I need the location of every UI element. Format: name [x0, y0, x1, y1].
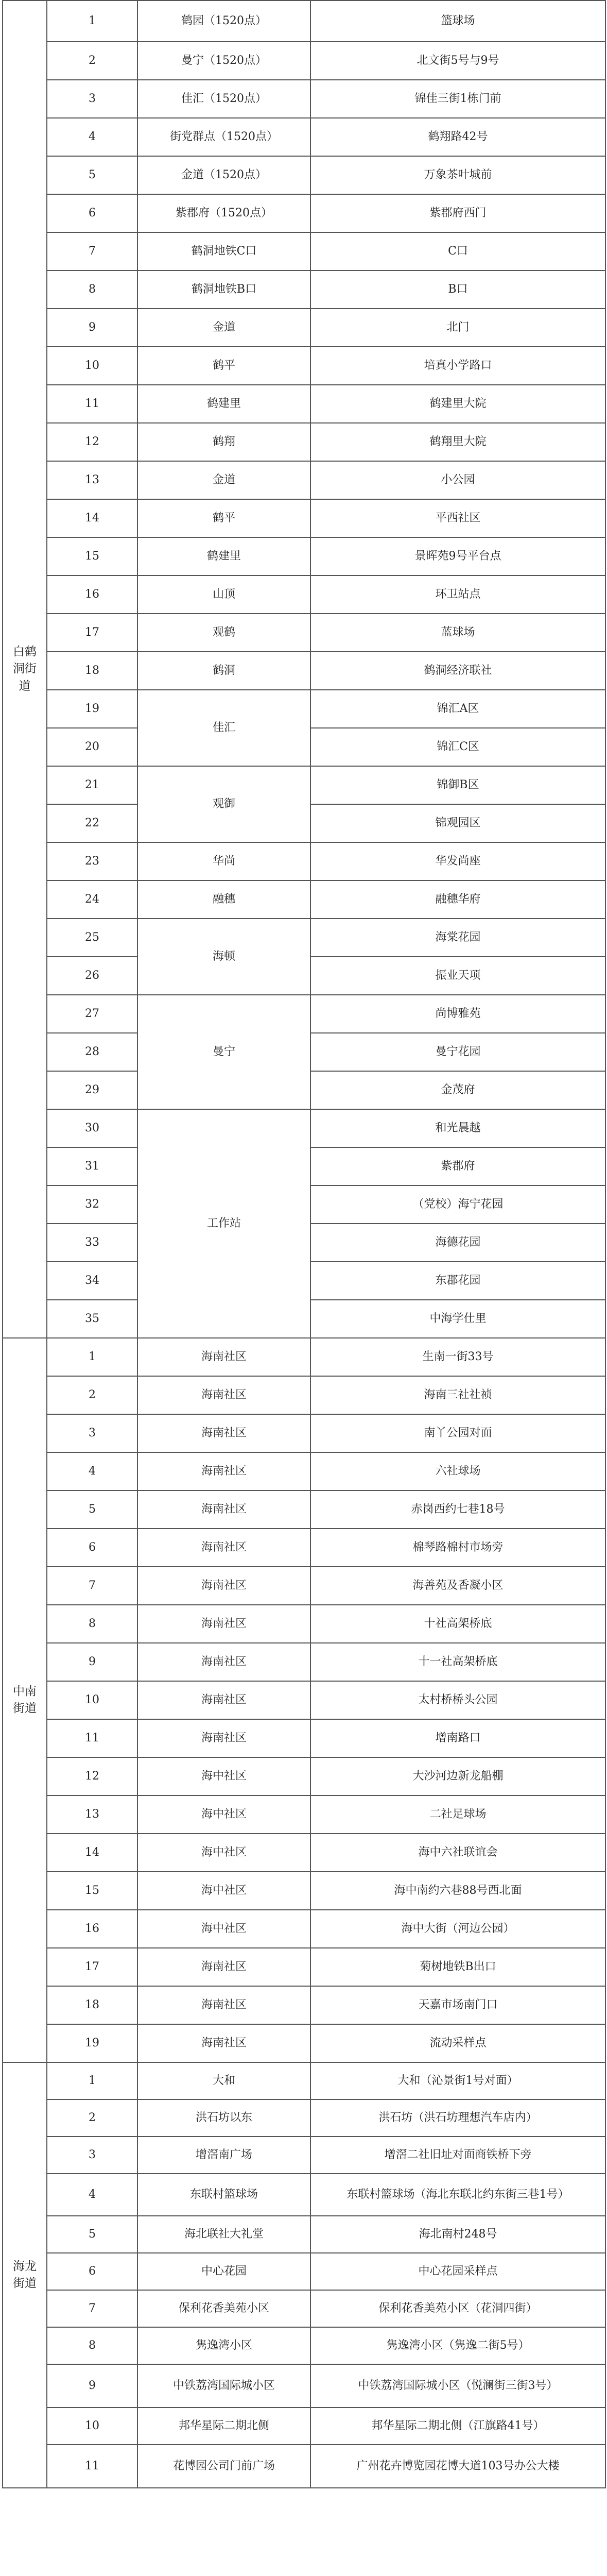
- row-number-cell: 19: [47, 690, 137, 728]
- location-cell: 鹤翔路42号: [310, 118, 605, 156]
- location-cell: 景晖苑9号平台点: [310, 537, 605, 575]
- row-number-cell: 5: [47, 1490, 137, 1529]
- site-name-cell: 中铁荔湾国际城小区: [137, 2364, 310, 2408]
- table-row: [3, 652, 605, 690]
- location-cell: 海棠花园: [310, 919, 605, 957]
- table-row: [3, 1490, 605, 1529]
- site-name-cell: 海南社区: [137, 1948, 310, 1986]
- row-number-cell: 4: [47, 1452, 137, 1490]
- table-row: [3, 1414, 605, 1452]
- site-name-cell: 海南社区: [137, 1338, 310, 1376]
- row-number-cell: 24: [47, 880, 137, 919]
- merged-site-name-cell: 曼宁: [137, 995, 310, 1109]
- location-cell: 锦观园区: [310, 804, 605, 842]
- location-cell: 锦佳三街1栋门前: [310, 80, 605, 118]
- table-row: [3, 1834, 605, 1872]
- location-cell: 大和（沁景街1号对面）: [310, 2062, 605, 2099]
- location-cell: 万象茶叶城前: [310, 156, 605, 194]
- row-number-cell: 12: [47, 1757, 137, 1795]
- table-row: [3, 690, 605, 728]
- row-number-cell: 28: [47, 1033, 137, 1071]
- location-cell: 海南三社社祯: [310, 1376, 605, 1414]
- table-row: [3, 1109, 605, 1147]
- site-name-cell: 大和: [137, 2062, 310, 2099]
- site-name-cell: 华尚: [137, 842, 310, 880]
- site-name-cell: 海南社区: [137, 1643, 310, 1681]
- table-row: [3, 80, 605, 118]
- location-cell: 海善苑及香凝小区: [310, 1567, 605, 1605]
- site-name-cell: 海中社区: [137, 1795, 310, 1834]
- location-cell: 东联村篮球场（海北东联北约东街三巷1号）: [310, 2174, 605, 2216]
- table-row: [3, 1452, 605, 1490]
- table-row: [3, 499, 605, 537]
- row-number-cell: 10: [47, 347, 137, 385]
- location-cell: 十一社高架桥底: [310, 1643, 605, 1681]
- table-row: [3, 270, 605, 309]
- row-number-cell: 35: [47, 1300, 137, 1338]
- location-cell: 紫郡府: [310, 1147, 605, 1185]
- location-cell: 大沙河边新龙船棚: [310, 1757, 605, 1795]
- table-row: [3, 2174, 605, 2216]
- row-number-cell: 1: [47, 2062, 137, 2099]
- row-number-cell: 9: [47, 309, 137, 347]
- location-cell: 中海学仕里: [310, 1300, 605, 1338]
- table-row: [3, 1338, 605, 1376]
- location-cell: 尚博雅苑: [310, 995, 605, 1033]
- row-number-cell: 3: [47, 2137, 137, 2174]
- row-number-cell: 16: [47, 1910, 137, 1948]
- site-name-cell: 海南社区: [137, 1529, 310, 1567]
- location-cell: 天嘉市场南门口: [310, 1986, 605, 2024]
- table-row: [3, 347, 605, 385]
- location-cell: 鹤翔里大院: [310, 423, 605, 461]
- row-number-cell: 10: [47, 1681, 137, 1719]
- row-number-cell: 30: [47, 1109, 137, 1147]
- site-name-cell: 洪石坊以东: [137, 2099, 310, 2137]
- row-number-cell: 15: [47, 537, 137, 575]
- row-number-cell: 4: [47, 2174, 137, 2216]
- table-row: [3, 919, 605, 957]
- row-number-cell: 20: [47, 728, 137, 766]
- site-name-cell: 东联村篮球场: [137, 2174, 310, 2216]
- table-row: [3, 194, 605, 232]
- location-cell: 洪石坊（洪石坊理想汽车店内）: [310, 2099, 605, 2137]
- table-row: [3, 1719, 605, 1757]
- row-number-cell: 7: [47, 2290, 137, 2327]
- site-name-cell: 鹤洞: [137, 652, 310, 690]
- site-name-cell: 街党群点（1520点）: [137, 118, 310, 156]
- site-name-cell: 邦华星际二期北侧: [137, 2408, 310, 2445]
- row-number-cell: 15: [47, 1872, 137, 1910]
- site-name-cell: 海南社区: [137, 1986, 310, 2024]
- row-number-cell: 7: [47, 1567, 137, 1605]
- site-name-cell: 海南社区: [137, 1452, 310, 1490]
- location-cell: 鹤建里大院: [310, 385, 605, 423]
- table-row: [3, 1, 605, 42]
- row-number-cell: 31: [47, 1147, 137, 1185]
- site-name-cell: 鹤园（1520点）: [137, 1, 310, 42]
- location-cell: 广州花卉博览园花博大道103号办公大楼: [310, 2445, 605, 2488]
- row-number-cell: 9: [47, 2364, 137, 2408]
- site-name-cell: 融穗: [137, 880, 310, 919]
- row-number-cell: 23: [47, 842, 137, 880]
- street-name-cell: 中南街道: [3, 1338, 47, 2062]
- table-row: [3, 385, 605, 423]
- row-number-cell: 2: [47, 42, 137, 80]
- row-number-cell: 8: [47, 2327, 137, 2364]
- row-number-cell: 13: [47, 1795, 137, 1834]
- table-row: [3, 1910, 605, 1948]
- location-cell: 融穗华府: [310, 880, 605, 919]
- row-number-cell: 21: [47, 766, 137, 804]
- location-cell: 棉琴路棉村市场旁: [310, 1529, 605, 1567]
- row-number-cell: 1: [47, 1, 137, 42]
- location-cell: 邦华星际二期北侧（江旗路41号）: [310, 2408, 605, 2445]
- table-row: [3, 1757, 605, 1795]
- table-row: [3, 423, 605, 461]
- table-row: [3, 1681, 605, 1719]
- merged-site-name-cell: 工作站: [137, 1109, 310, 1338]
- row-number-cell: 26: [47, 957, 137, 995]
- site-name-cell: 鹤平: [137, 499, 310, 537]
- location-cell: 北文街5号与9号: [310, 42, 605, 80]
- row-number-cell: 17: [47, 1948, 137, 1986]
- location-cell: 海德花园: [310, 1224, 605, 1262]
- site-name-cell: 鹤洞地铁C口: [137, 232, 310, 270]
- location-cell: 太村桥桥头公园: [310, 1681, 605, 1719]
- site-name-cell: 海南社区: [137, 1490, 310, 1529]
- row-number-cell: 5: [47, 2216, 137, 2253]
- site-name-cell: 保利花香美苑小区: [137, 2290, 310, 2327]
- location-cell: 六社球场: [310, 1452, 605, 1490]
- row-number-cell: 27: [47, 995, 137, 1033]
- table-row: [3, 1529, 605, 1567]
- location-cell: B口: [310, 270, 605, 309]
- row-number-cell: 2: [47, 2099, 137, 2137]
- location-cell: 流动采样点: [310, 2024, 605, 2062]
- location-cell: 环卫站点: [310, 575, 605, 614]
- table-row: [3, 2137, 605, 2174]
- row-number-cell: 14: [47, 1834, 137, 1872]
- row-number-cell: 8: [47, 1605, 137, 1643]
- location-cell: 赤岗西约七巷18号: [310, 1490, 605, 1529]
- row-number-cell: 33: [47, 1224, 137, 1262]
- merged-site-name-cell: 佳汇: [137, 690, 310, 766]
- site-name-cell: 金道: [137, 309, 310, 347]
- row-number-cell: 3: [47, 1414, 137, 1452]
- table-row: [3, 156, 605, 194]
- location-cell: （党校）海宁花园: [310, 1185, 605, 1224]
- table-row: [3, 1376, 605, 1414]
- table-row: [3, 232, 605, 270]
- site-name-cell: 海南社区: [137, 2024, 310, 2062]
- table-row: [3, 1872, 605, 1910]
- row-number-cell: 29: [47, 1071, 137, 1109]
- table-row: [3, 2408, 605, 2445]
- table-row: [3, 575, 605, 614]
- location-cell: 鹤洞经济联社: [310, 652, 605, 690]
- location-cell: 篮球场: [310, 1, 605, 42]
- row-number-cell: 4: [47, 118, 137, 156]
- location-cell: 锦御B区: [310, 766, 605, 804]
- site-name-cell: 金道（1520点）: [137, 156, 310, 194]
- table-row: [3, 2445, 605, 2488]
- table-row: [3, 614, 605, 652]
- table-row: [3, 766, 605, 804]
- location-cell: 北门: [310, 309, 605, 347]
- table-row: [3, 2364, 605, 2408]
- location-cell: 锦汇C区: [310, 728, 605, 766]
- table-row: [3, 842, 605, 880]
- row-number-cell: 18: [47, 1986, 137, 2024]
- location-cell: 生南一街33号: [310, 1338, 605, 1376]
- site-name-cell: 海南社区: [137, 1681, 310, 1719]
- site-name-cell: 金道: [137, 461, 310, 499]
- row-number-cell: 13: [47, 461, 137, 499]
- location-cell: 东郡花园: [310, 1262, 605, 1300]
- site-name-cell: 山顶: [137, 575, 310, 614]
- row-number-cell: 11: [47, 1719, 137, 1757]
- table-row: [3, 309, 605, 347]
- location-cell: C口: [310, 232, 605, 270]
- location-cell: 十社高架桥底: [310, 1605, 605, 1643]
- row-number-cell: 8: [47, 270, 137, 309]
- site-name-cell: 紫郡府（1520点）: [137, 194, 310, 232]
- site-name-cell: 鹤建里: [137, 385, 310, 423]
- table-row: [3, 2024, 605, 2062]
- sampling-site-table: [2, 0, 606, 2488]
- location-cell: 平西社区: [310, 499, 605, 537]
- row-number-cell: 6: [47, 194, 137, 232]
- site-name-cell: 增滘南广场: [137, 2137, 310, 2174]
- row-number-cell: 11: [47, 385, 137, 423]
- row-number-cell: 18: [47, 652, 137, 690]
- table-row: [3, 2327, 605, 2364]
- site-name-cell: 观鹤: [137, 614, 310, 652]
- table-row: [3, 1948, 605, 1986]
- site-name-cell: 隽逸湾小区: [137, 2327, 310, 2364]
- location-cell: 增南路口: [310, 1719, 605, 1757]
- row-number-cell: 34: [47, 1262, 137, 1300]
- table-row: [3, 461, 605, 499]
- site-name-cell: 海南社区: [137, 1719, 310, 1757]
- location-cell: 保利花香美苑小区（花洞四街）: [310, 2290, 605, 2327]
- site-name-cell: 中心花园: [137, 2253, 310, 2290]
- location-cell: 隽逸湾小区（隽逸二街5号）: [310, 2327, 605, 2364]
- row-number-cell: 9: [47, 1643, 137, 1681]
- location-cell: 华发尚座: [310, 842, 605, 880]
- location-cell: 海中大街（河边公园）: [310, 1910, 605, 1948]
- location-cell: 菊树地铁B出口: [310, 1948, 605, 1986]
- row-number-cell: 7: [47, 232, 137, 270]
- row-number-cell: 1: [47, 1338, 137, 1376]
- location-cell: 蓝球场: [310, 614, 605, 652]
- table-row: [3, 2062, 605, 2099]
- table-row: [3, 1605, 605, 1643]
- location-cell: 和光晨越: [310, 1109, 605, 1147]
- location-cell: 增滘二社旧址对面商铁桥下旁: [310, 2137, 605, 2174]
- table-row: [3, 42, 605, 80]
- site-name-cell: 海南社区: [137, 1567, 310, 1605]
- row-number-cell: 6: [47, 1529, 137, 1567]
- table-row: [3, 1986, 605, 2024]
- location-cell: 金茂府: [310, 1071, 605, 1109]
- location-cell: 培真小学路口: [310, 347, 605, 385]
- site-name-cell: 海南社区: [137, 1605, 310, 1643]
- row-number-cell: 10: [47, 2408, 137, 2445]
- merged-site-name-cell: 海顿: [137, 919, 310, 995]
- site-name-cell: 鹤平: [137, 347, 310, 385]
- row-number-cell: 3: [47, 80, 137, 118]
- table-row: [3, 1795, 605, 1834]
- location-cell: 锦汇A区: [310, 690, 605, 728]
- table-row: [3, 2290, 605, 2327]
- table-row: [3, 2216, 605, 2253]
- row-number-cell: 17: [47, 614, 137, 652]
- row-number-cell: 19: [47, 2024, 137, 2062]
- location-cell: 中心花园采样点: [310, 2253, 605, 2290]
- location-cell: 南丫公园对面: [310, 1414, 605, 1452]
- table-row: [3, 995, 605, 1033]
- site-name-cell: 海中社区: [137, 1834, 310, 1872]
- table-row: [3, 537, 605, 575]
- location-cell: 海中南约六巷88号西北面: [310, 1872, 605, 1910]
- street-name-cell: 海龙街道: [3, 2062, 47, 2488]
- site-name-cell: 海南社区: [137, 1414, 310, 1452]
- table-row: [3, 2099, 605, 2137]
- location-cell: 二社足球场: [310, 1795, 605, 1834]
- row-number-cell: 11: [47, 2445, 137, 2488]
- row-number-cell: 5: [47, 156, 137, 194]
- location-cell: 中铁荔湾国际城小区（悦澜街三街3号）: [310, 2364, 605, 2408]
- table-row: [3, 2253, 605, 2290]
- table-row: [3, 880, 605, 919]
- location-cell: 海北南村248号: [310, 2216, 605, 2253]
- row-number-cell: 14: [47, 499, 137, 537]
- site-name-cell: 海北联社大礼堂: [137, 2216, 310, 2253]
- location-cell: 紫郡府西门: [310, 194, 605, 232]
- row-number-cell: 22: [47, 804, 137, 842]
- row-number-cell: 12: [47, 423, 137, 461]
- row-number-cell: 25: [47, 919, 137, 957]
- site-name-cell: 佳汇（1520点）: [137, 80, 310, 118]
- site-name-cell: 鹤建里: [137, 537, 310, 575]
- location-cell: 小公园: [310, 461, 605, 499]
- row-number-cell: 32: [47, 1185, 137, 1224]
- site-name-cell: 花博园公司门前广场: [137, 2445, 310, 2488]
- site-name-cell: 海南社区: [137, 1376, 310, 1414]
- site-name-cell: 鹤洞地铁B口: [137, 270, 310, 309]
- table-row: [3, 118, 605, 156]
- table-row: [3, 1643, 605, 1681]
- site-name-cell: 鹤翔: [137, 423, 310, 461]
- street-name-cell: 白鹤洞街道: [3, 1, 47, 1338]
- location-cell: 振业天项: [310, 957, 605, 995]
- merged-site-name-cell: 观御: [137, 766, 310, 842]
- row-number-cell: 16: [47, 575, 137, 614]
- location-cell: 曼宁花园: [310, 1033, 605, 1071]
- site-name-cell: 海中社区: [137, 1757, 310, 1795]
- location-cell: 海中六社联谊会: [310, 1834, 605, 1872]
- site-name-cell: 曼宁（1520点）: [137, 42, 310, 80]
- row-number-cell: 6: [47, 2253, 137, 2290]
- site-name-cell: 海中社区: [137, 1910, 310, 1948]
- row-number-cell: 2: [47, 1376, 137, 1414]
- table-row: [3, 1567, 605, 1605]
- site-name-cell: 海中社区: [137, 1872, 310, 1910]
